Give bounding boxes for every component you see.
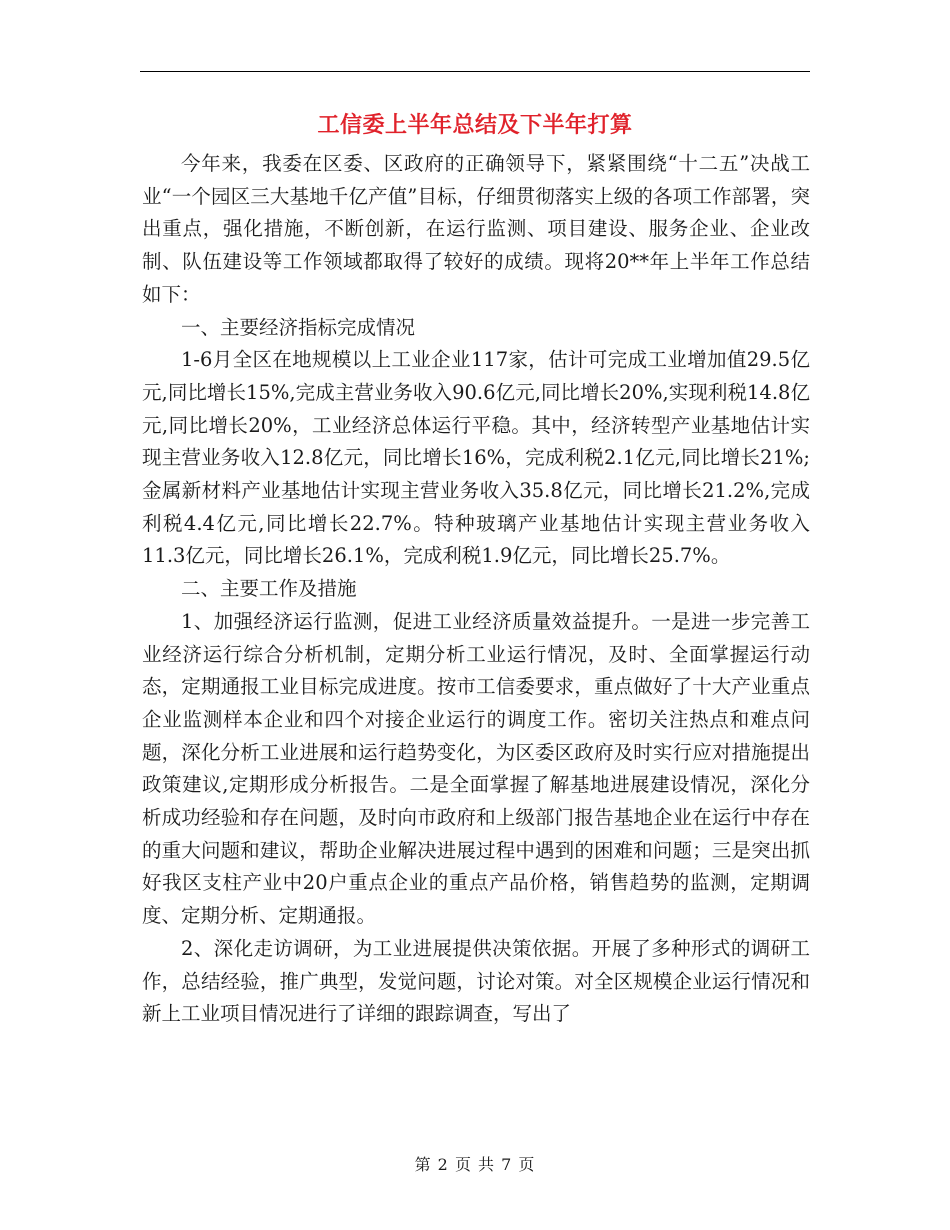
paragraph-monitoring: 1、加强经济运行监测，促进工业经济质量效益提升。一是进一步完善工业经济运行综合分析机制，定期分析工业运行情况，及时、全面掌握运行动态，定期通报工业目标完成进度。按市工信委要求，重点做好了十大产业重点企业监测样本企业和四个对接企业运行的调度工作。密切关注热点和难点问题，深化分析工业进展和运行趋势变化，为区委区政府及时实行应对措施提出政策建议,定期形成分析报告。二是全面掌握了解基地进展建设情况，深化分析成功经验和存在问题，及时向市政府和上级部门报告基地企业在运行中存在的重大问题和建议，帮助企业解决进展过程中遇到的困难和问题；三是突出抓好我区支柱产业中20户重点企业的重点产品价格，销售趋势的监测，定期调度、定期分析、定期通报。 (142, 609, 810, 928)
document-title: 工信委上半年总结及下半年打算 (317, 112, 633, 138)
paragraph-intro: 今年来，我委在区委、区政府的正确领导下，紧紧围绕“十二五”决战工业“一个园区三大基地千亿产值”目标，仔细贯彻落实上级的各项工作部署，突出重点，强化措施，不断创新，在运行监测、项目建设、服务企业、企业改制、队伍建设等工作领域都取得了较好的成绩。现将20**年上半年工作总结如下： (142, 152, 810, 306)
header-rule (140, 71, 810, 72)
section-heading-1: 一、主要经济指标完成情况 (181, 315, 416, 339)
paragraph-indicators: 1-6月全区在地规模以上工业企业117家，估计可完成工业增加值29.5亿元,同比增长15%,完成主营业务收入90.6亿元,同比增长20%,实现利税14.8亿元,同比增长20%，工业经济总体运行平稳。其中，经济转型产业基地估计实现主营业务收入12.8亿元，同比增长16%，完成利税2.1亿元,同比增长21%;金属新材料产业基地估计实现主营业务收入35.8亿元，同比增长21.2%,完成利税4.4亿元,同比增长22.7%。特种玻璃产业基地估计实现主营业务收入11.3亿元，同比增长26.1%，完成利税1.9亿元，同比增长25.7%。 (142, 348, 810, 568)
document-body (142, 148, 810, 1031)
paragraph-research: 2、深化走访调研，为工业进展提供决策依据。开展了多种形式的调研工作，总结经验，推广典型，发觉问题，讨论对策。对全区规模企业运行情况和新上工业项目情况进行了详细的跟踪调查，写出了 (142, 936, 810, 1026)
page-footer: 第 2 页 共 7 页 (414, 1155, 536, 1174)
section-heading-2: 二、主要工作及措施 (181, 577, 357, 601)
